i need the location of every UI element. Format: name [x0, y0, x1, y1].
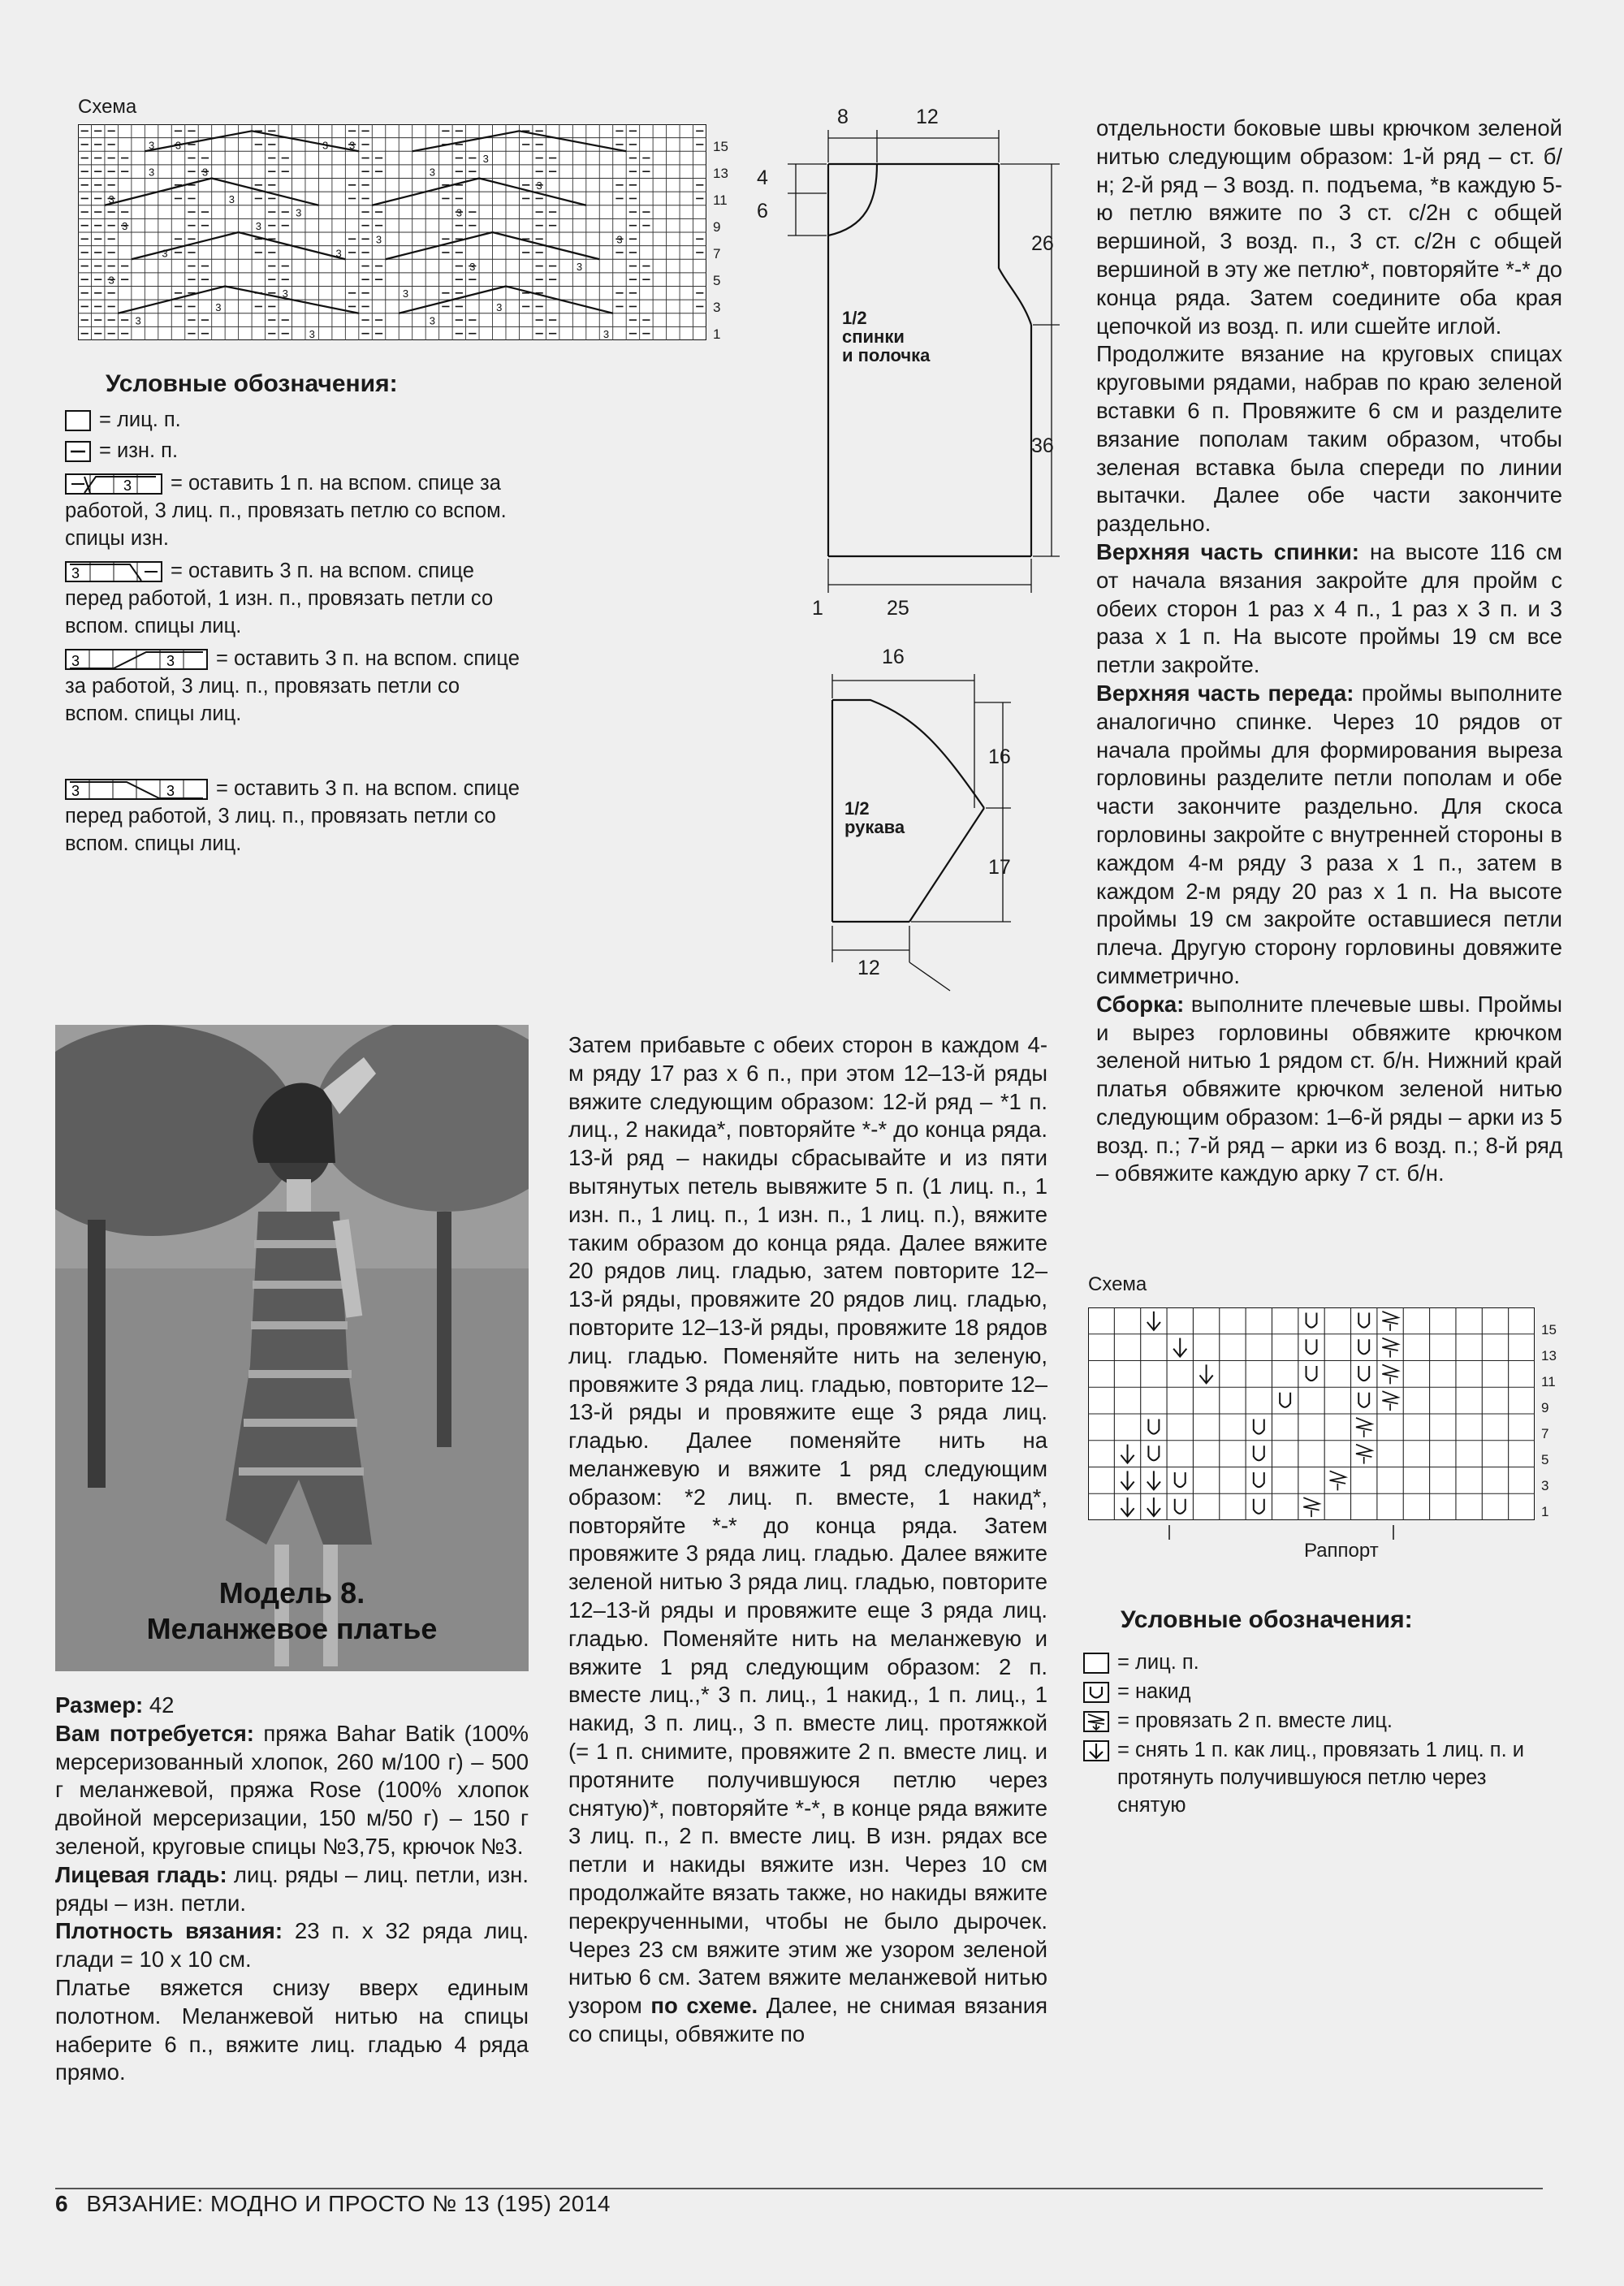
legend2-item-skp: [1083, 1736, 1546, 1819]
chart1-cable-count: 3: [108, 192, 114, 205]
cable-3-1-front-symbol: [65, 561, 162, 582]
page-number: 6: [55, 2191, 69, 2216]
sleeve-schematic-fraction: 1/2: [844, 798, 870, 819]
legend1-item-cable-3-1-front: [65, 557, 520, 640]
chart1-cable-count: 3: [175, 139, 182, 152]
column3-p2: Продолжите вязание на круговых спицах круговыми рядами, набрав по краю зеленой вставки 6 п. Провяжите 6 см и разделите вязание пополам таким образом, чтобы зеленая вставка была спереди по линии вытачки. Далее обе части закончите раздельно.: [1096, 341, 1562, 537]
chart2-row-9: 9: [1541, 1400, 1549, 1415]
column3-p1: отдельности боковые швы крючком зеленой нитью следующим образом: 1-й ряд – ст. б/н; 2-й ряд – 3 возд. п. подъема, *в каждую 5-ю петлю вяжите по 3 ст. с/2н с общей вершиной, 3 возд. п., 3 ст. с/2н с общей вершиной в эту же петлю*, повторяйте *-* до конца ряда. Затем соедините оба края цепочкой из возд. п. или сшейте иглой.: [1096, 115, 1562, 339]
gauge-paragraph: [55, 1917, 529, 1974]
front-label: Верхняя часть переда:: [1096, 680, 1354, 706]
chart1-cable-count: 3: [603, 328, 610, 340]
footer-rule: [55, 2188, 1543, 2189]
chart1-cable-count: 3: [148, 166, 155, 179]
column2-text-main: Затем прибавьте с обеих сторон в каждом 4-м ряду 17 раз x 6 п., при этом 12–13-й ряды вяжите следующим образом: 12-й ряд – *1 п. лиц., 2 накида*, повторяйте *-* до конца ряда. 13-й ряд – накиды сбрасывайте и из пяти вытянутых петель вывяжите 5 п. (1 лиц. п., 1 изн. п., 1 лиц. п., 1 изн. п., 1 лиц. п.), вяжите таким образом до конца ряда. Далее вяжите 20 рядов лиц. гладью, затем повторите 12–13-й ряды, провяжите 20 рядов лиц. гладью, повторите 12–13-й ряды, провяжите 18 рядов лиц. гладью. Поменяйте нить на зеленую, провяжите 3 ряда лиц. гладью, повторите 12–13-й ряды и провяжите еще 3 ряда лиц. гладью. Далее поменяйте нить на меланжевую и вяжите 1 ряд следующим образом: *2 лиц. п. вместе, 1 накид*, повторяйте *-* до конца ряда. Затем провяжите 3 ряда лиц. гладью. Далее вяжите зеленой нитью 3 ряда лиц. гладью, повторите 12–13-й ряды и провяжите еще 3 ряда лиц. гладью. Поменяйте нить на меланжевую и вяжите 1 ряд следующим образом: 2 п. вместе лиц.,* 3 п. лиц., 1 накид., 1 п. лиц., 1 накид, 3 п. лиц., 3 п. вместе лиц. протяжкой (= 1 п. снимите, провяжите 2 п. вместе лиц. и протяните получившуюся петлю через снятую)*, повторяйте *-*, в конце ряда вяжите 3 лиц. п., 2 п. вместе лиц. В изн. рядах все петли и накиды вяжите изн. Через 10 см продолжайте вязать также, но накиды вяжите перекрученными, чтобы не было дырочек. Через 23 см вяжите этим же узором зеленой нитью 6 см. Затем вяжите меланжевой нитью узором: [568, 1032, 1047, 2019]
svg-text:3: 3: [166, 783, 175, 800]
legend2-item-knit: [1083, 1649, 1546, 1676]
chart1-row-13: 13: [713, 166, 728, 181]
chart2-row-13: 13: [1541, 1348, 1557, 1363]
legend1-item-knit: [65, 406, 520, 434]
chart2-row-5: 5: [1541, 1452, 1549, 1467]
sleeve-schematic-name: рукава: [844, 817, 905, 837]
model-caption-number: Модель 8.: [218, 1576, 365, 1610]
body-schematic-drawing: [755, 106, 1064, 625]
chart1-cable-count: 3: [148, 139, 155, 152]
legend1-text-cable-3-1-front: = оставить 3 п. на вспом. спице перед работой, 1 изн. п., провязать петли со вспом. спицы лиц.: [65, 560, 494, 637]
materials-paragraph: [55, 1720, 529, 1861]
body-dim-width: 25: [887, 597, 909, 620]
chart1-row-15: 15: [713, 139, 728, 154]
model-caption-title: Меланжевое платье: [146, 1612, 438, 1645]
legend1-text-cable-3-3-back: = оставить 3 п. на вспом. спице за работой, 3 лиц. п., провязать петли со вспом. спицы лиц.: [65, 647, 520, 725]
chart1-cable-count: 3: [496, 300, 503, 313]
body-dim-lower-height: 36: [1031, 434, 1054, 457]
cable-3-3-front-symbol: [65, 779, 208, 800]
chart2-row-1: 1: [1541, 1504, 1549, 1519]
chart1-cable-count: 3: [616, 233, 623, 246]
column2-paragraph: [568, 1031, 1047, 2049]
chart1-row-11: 11: [713, 192, 728, 208]
body-dim-neck-width: 8: [837, 106, 849, 128]
chart1-cable-count: 3: [536, 179, 542, 192]
legend1-text-cable-3-3-front: = оставить 3 п. на вспом. спице перед работой, 3 лиц. п., провязать петли со вспом. спицы лиц.: [65, 777, 520, 855]
model-photo: [55, 1025, 529, 1671]
yarn-over-symbol: [1083, 1682, 1109, 1703]
intro-paragraph: Платье вяжется снизу вверх единым полотном. Меланжевой нитью на спицы наберите 6 п., вяжите лиц. гладью 4 ряда прямо.: [55, 1974, 529, 2085]
chart1-cable-count: 3: [162, 247, 168, 260]
column1-text: [55, 1692, 529, 2087]
cable-1-3-back-symbol: [65, 473, 162, 495]
legend2-text-yarn-over: = накид: [1117, 1680, 1191, 1703]
legend2-text-knit: = лиц. п.: [1117, 1651, 1199, 1674]
chart1-cable-count: 3: [469, 260, 476, 273]
chart2-row-7: 7: [1541, 1426, 1549, 1441]
legend2-item-k2tog: [1083, 1707, 1546, 1735]
assembly-paragraph: [1096, 991, 1562, 1189]
chart1-cable-count: 3: [228, 192, 235, 205]
chart1-cable-count: 3: [309, 328, 315, 340]
chart1-cable-count: 3: [429, 314, 436, 327]
legend2-text-k2tog: = провязать 2 п. вместе лиц.: [1117, 1709, 1393, 1732]
legend1-item-purl: [65, 437, 520, 465]
model-photo-illustration: [55, 1025, 529, 1671]
assembly-label: Сборка:: [1096, 991, 1185, 1017]
chart1-cable-count: 3: [335, 247, 342, 260]
size-paragraph: [55, 1692, 529, 1720]
front-text: проймы выполните аналогично спинке. Через 10 рядов от начала проймы для формирования выреза горловины разделите петли пополам и обе части закончите раздельно. Для скоса горловины закройте с внутренней стороны в каждом 4-м ряду 3 раза x 1 п., затем в каждом 2-м ряду 20 раз x 1 п. На высоте проймы 19 см закройте оставшиеся петли плеча. Другую сторону горловины довяжите симметрично.: [1096, 680, 1562, 988]
back-label: Верхняя часть спинки:: [1096, 538, 1359, 564]
sleeve-dim-cap-height: 16: [988, 745, 1011, 768]
legend2-item-yarn-over: [1083, 1678, 1546, 1705]
skp-symbol: [1083, 1740, 1109, 1761]
chart1-cable-count: 3: [576, 260, 583, 273]
assembly-text: выполните плечевые швы. Проймы и вырез горловины обвяжите крючком зеленой нитью 1 рядом ст. б/н. Нижний край платья обвяжите крючком зеленой нитью следующим образом: 1–6-й ряды – арки из 5 возд. п.; 7-й ряд – арки из 6 возд. п.; 8-й ряд – обвяжите каждую арку 7 ст. б/н.: [1096, 991, 1562, 1186]
knit-stitch-symbol: [1083, 1653, 1109, 1674]
chart1-cable-count: 3: [255, 220, 261, 233]
body-dim-armhole-height: 26: [1031, 232, 1054, 255]
cable-chart-grid: [78, 124, 706, 340]
legend1-item-cable-1-3-back: [65, 469, 520, 552]
chart1-cable-count: 3: [215, 300, 222, 313]
materials-label: Вам потребуется:: [55, 1720, 254, 1746]
svg-text:3: 3: [123, 478, 132, 495]
legend2-title: Условные обозначения:: [1121, 1606, 1413, 1633]
stockinette-label: Лицевая гладь:: [55, 1861, 227, 1887]
gauge-label: Плотность вязания:: [55, 1918, 283, 1944]
chart2-row-11: 11: [1541, 1374, 1556, 1389]
chart1-title: Схема: [78, 96, 137, 118]
chart2-row-3: 3: [1541, 1478, 1549, 1493]
chart1-row-7: 7: [713, 246, 721, 261]
svg-text:3: 3: [71, 783, 80, 800]
chart1-cable-count: 3: [456, 206, 462, 219]
cable-3-3-back-symbol: [65, 649, 208, 670]
stockinette-paragraph: [55, 1861, 529, 1918]
chart1-row-1: 1: [713, 326, 721, 342]
chart1-row-3: 3: [713, 300, 721, 315]
chart2-row-15: 15: [1541, 1322, 1557, 1337]
k2tog-symbol: [1083, 1711, 1109, 1732]
stockinette-text: лиц. ряды – лиц. петли, изн. ряды – изн. петли.: [55, 1861, 529, 1916]
chart1-cable-count: 3: [122, 220, 128, 233]
chart1-cable-count: 3: [348, 139, 356, 152]
chart1-cable-count: 3: [375, 233, 382, 246]
body-schematic-name-b: и полочка: [842, 345, 931, 365]
chart1-cable-count: 3: [135, 314, 141, 327]
legend1-title: Условные обозначения:: [106, 370, 398, 397]
materials-text: пряжа Bahar Batik (100% мерсеризованный хлопок, 260 м/100 г) – 500 г меланжевой, пряжа Rose (100% хлопок двойной мерсеризации, 150 м/50 г) – 150 г зеленой, круговые спицы №3,75, крючок №3.: [55, 1720, 529, 1859]
lace-chart-grid: [1088, 1307, 1535, 1520]
body-dim-edge: 1: [812, 597, 823, 620]
front-paragraph: [1096, 680, 1562, 991]
svg-text:3: 3: [166, 653, 175, 670]
column2-text: [568, 1031, 1047, 2049]
back-text: на высоте 116 см от начала вязания закройте для пройм с обеих сторон 1 раз x 4 п., 1 раз x 3 п. и 3 раза x 1 п. На высоте проймы 19 см все петли закройте.: [1096, 538, 1562, 678]
legend1-text-purl: = изн. п.: [99, 439, 179, 462]
purl-stitch-symbol: [65, 441, 91, 462]
chart1-cable-count: 3: [282, 287, 288, 300]
sleeve-dim-cuff-width: 12: [857, 957, 880, 979]
back-paragraph: [1096, 538, 1562, 680]
model-caption: [55, 1575, 529, 1647]
lace-chart: [1088, 1307, 1535, 1520]
sleeve-schematic-label: [844, 799, 905, 836]
chart1-cable-count: 3: [482, 152, 489, 165]
chart1-cable-count: 3: [296, 206, 302, 219]
body-dim-shoulder-width: 12: [916, 106, 939, 128]
body-schematic-fraction: 1/2: [842, 308, 867, 328]
size-label: Размер:: [55, 1692, 144, 1718]
knit-stitch-symbol: [65, 410, 91, 431]
legend1-text-cable-1-3-back: = оставить 1 п. на вспом. спице за работой, 3 лиц. п., провязать петлю со вспом. спицы изн.: [65, 472, 507, 550]
chart1-row-9: 9: [713, 219, 721, 235]
body-schematic-label: [842, 309, 930, 365]
magazine-issue: ВЯЗАНИЕ: МОДНО И ПРОСТО № 13 (195) 2014: [86, 2191, 611, 2216]
chart1-row-5: 5: [713, 273, 721, 288]
sleeve-dim-top-width: 16: [882, 646, 905, 668]
chart1-cable-count: 3: [108, 274, 114, 287]
chart1-cable-count: 3: [322, 139, 329, 152]
chart2-title: Схема: [1088, 1273, 1147, 1295]
body-schematic-name-a: спинки: [842, 326, 905, 347]
page-footer: [55, 2191, 611, 2217]
body-dim-neck-depth-b: 6: [757, 200, 768, 223]
legend1-text-knit: = лиц. п.: [99, 408, 181, 431]
column2-text-bold: по схеме.: [650, 1993, 758, 2019]
column3-text: [1096, 115, 1562, 1188]
gauge-text: 23 п. x 32 ряда лиц. глади = 10 x 10 см.: [55, 1918, 529, 1973]
body-schematic: [755, 106, 1064, 625]
svg-text:3: 3: [71, 565, 80, 582]
legend1-item-cable-3-3-front: [65, 775, 520, 858]
chart1-cable-count: 3: [429, 166, 436, 179]
chart1-cable-count: 3: [201, 166, 209, 179]
legend2-text-skp: = снять 1 п. как лиц., провязать 1 лиц. п. и протянуть получившуюся петлю через снятую: [1117, 1739, 1525, 1817]
column2-text-end: Далее, не снимая вязания со спицы, обвяжите по: [568, 1993, 1047, 2046]
repeat-label: Раппорт: [1304, 1540, 1379, 1562]
sleeve-dim-sleeve-height: 17: [988, 856, 1011, 879]
chart1-cable-count: 3: [402, 287, 409, 300]
legend1-item-cable-3-3-back: [65, 645, 520, 728]
svg-text:3: 3: [71, 653, 80, 670]
body-dim-neck-depth-a: 4: [757, 166, 768, 189]
cable-chart: [78, 124, 706, 340]
size-value: 42: [143, 1692, 175, 1718]
